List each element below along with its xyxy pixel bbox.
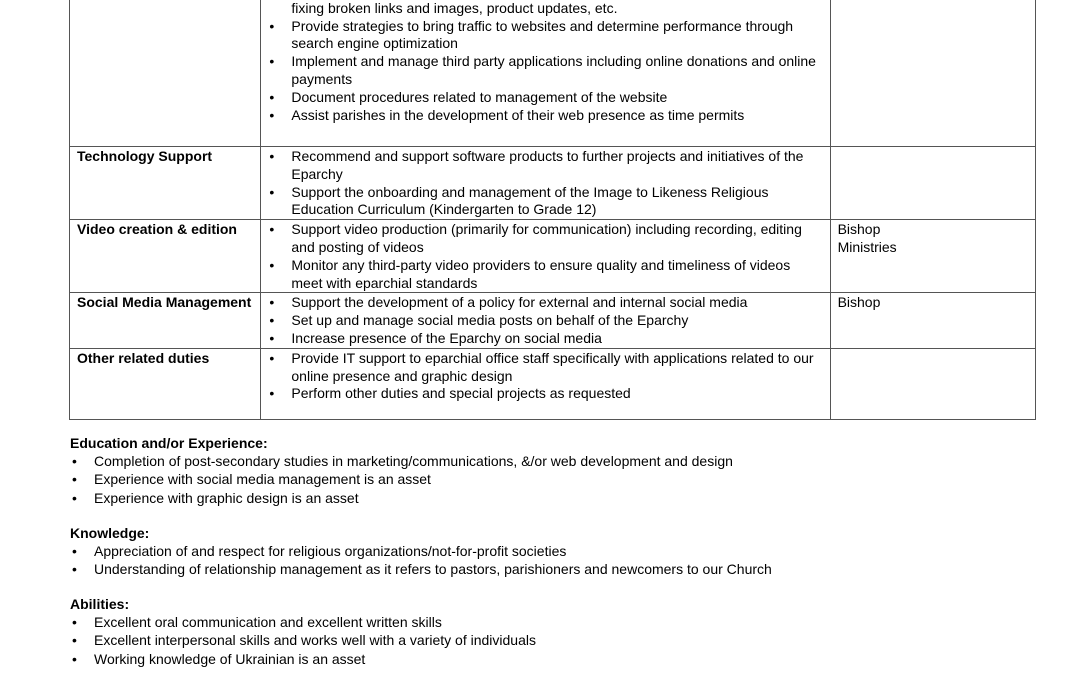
reports-line: Bishop: [837, 221, 881, 238]
list-item: • Provide IT support to eparchial office staff specifically with applications related to our online presence and graphic design: [268, 350, 822, 386]
list-item: • Working knowledge of Ukrainian is an asset: [70, 650, 1030, 668]
duty-items-cell: [261, 220, 830, 293]
list-item: • Implement and manage third party applications including online donations and online payments: [268, 53, 822, 89]
table-row: [70, 293, 1036, 348]
list-item: • Excellent interpersonal skills and works well with a variety of individuals: [70, 631, 1030, 649]
reports-cell: [830, 0, 1035, 147]
list-item: • Document procedures related to management of the website: [268, 89, 822, 107]
list-item: • Perform other duties and special projects as requested: [268, 385, 822, 403]
list-item: • fixing broken links and images, product updates, etc.: [268, 0, 822, 18]
reports-line: Ministries: [837, 238, 897, 255]
section-title: Education and/or Experience:: [70, 435, 268, 451]
list-item: • Experience with social media management is an asset: [70, 470, 1030, 488]
duty-items-cell: [261, 293, 830, 348]
duty-area-cell: Technology Support: [70, 147, 261, 220]
duties-table: [69, 0, 1036, 420]
list-item: • Support the development of a policy for external and internal social media: [268, 294, 822, 312]
table-row: [70, 147, 1036, 220]
list-item: • Experience with graphic design is an asset: [70, 489, 1030, 507]
knowledge-section: [70, 524, 1030, 579]
list-item: • Monitor any third-party video providers to ensure quality and timeliness of videos meet with eparchial standards: [268, 257, 822, 293]
reports-cell: [830, 147, 1035, 220]
duty-area-cell: Social Media Management: [70, 293, 261, 348]
reports-cell: [830, 293, 1035, 348]
list-item: • Provide strategies to bring traffic to websites and determine performance through search engine optimization: [268, 18, 822, 54]
abilities-section: [70, 595, 1030, 668]
duty-area-cell: Other related duties: [70, 348, 261, 419]
duty-area-cell: [70, 0, 261, 147]
table-row: [70, 0, 1036, 147]
duty-items-cell: [261, 0, 830, 147]
section-title: Knowledge:: [70, 525, 150, 541]
duty-area-cell: Video creation & edition: [70, 220, 261, 293]
list-item: • Set up and manage social media posts on behalf of the Eparchy: [268, 312, 822, 330]
education-section: [70, 434, 1030, 507]
list-item: • Support the onboarding and management of the Image to Likeness Religious Education Curriculum (Kindergarten to Grade 12): [268, 184, 822, 220]
table-row: [70, 348, 1036, 419]
duty-items-cell: [261, 348, 830, 419]
reports-line: Bishop: [837, 294, 881, 311]
list-item: • Assist parishes in the development of their web presence as time permits: [268, 107, 822, 125]
section-title: Abilities:: [70, 596, 130, 612]
list-item: • Excellent oral communication and excellent written skills: [70, 613, 1030, 631]
reports-cell: [830, 348, 1035, 419]
table-row: [70, 220, 1036, 293]
list-item: • Completion of post-secondary studies in marketing/communications, &/or web development and design: [70, 452, 1030, 470]
reports-cell: [830, 220, 1035, 293]
list-item: • Support video production (primarily for communication) including recording, editing and posting of videos: [268, 221, 822, 257]
list-item: • Appreciation of and respect for religious organizations/not-for-profit societies: [70, 542, 1030, 560]
list-item: • Understanding of relationship management as it refers to pastors, parishioners and newcomers to our Church: [70, 560, 1030, 578]
list-item: • Recommend and support software products to further projects and initiatives of the Eparchy: [268, 148, 822, 184]
list-item: • Increase presence of the Eparchy on social media: [268, 330, 822, 348]
duty-items-cell: [261, 147, 830, 220]
